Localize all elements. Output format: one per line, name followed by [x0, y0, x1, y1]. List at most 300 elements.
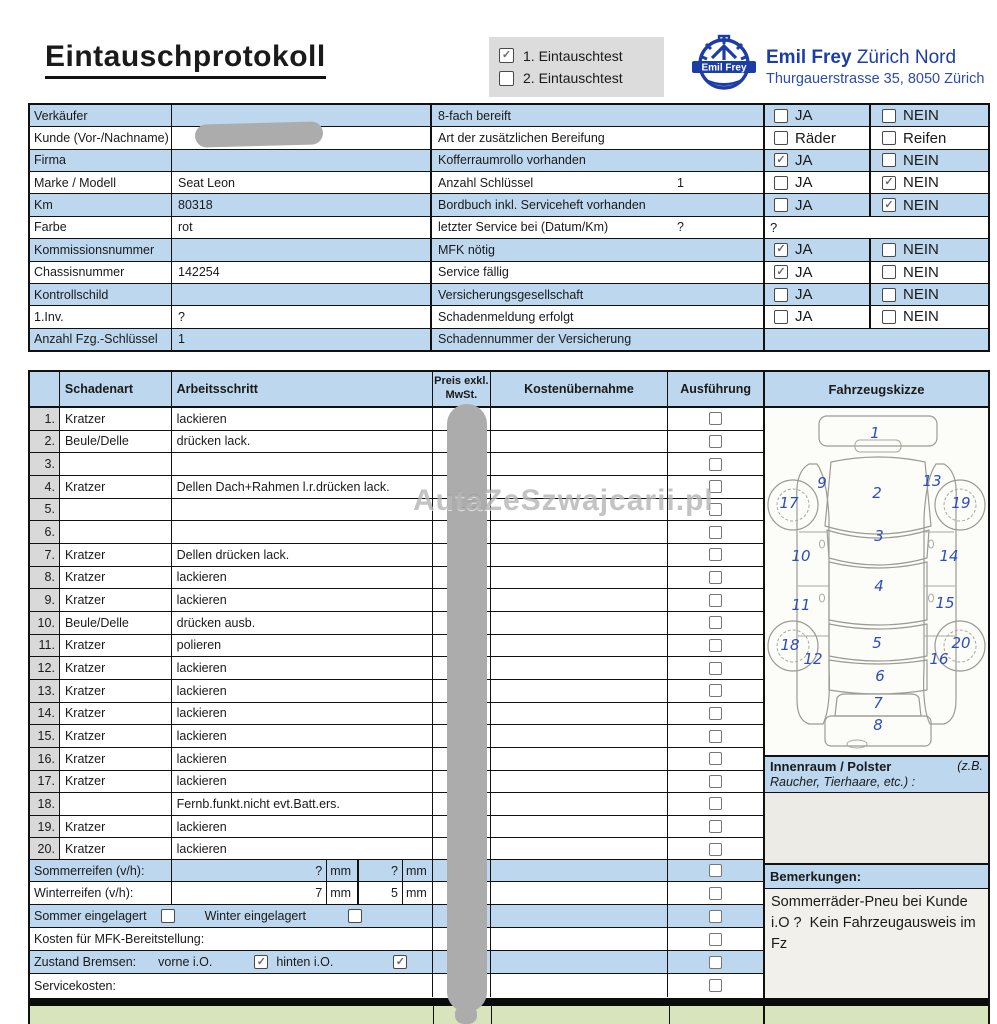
- damage-row: [30, 431, 763, 454]
- cost-cell: [491, 838, 669, 860]
- option-1: ✓ JA: [765, 262, 871, 283]
- row-number: 1.: [30, 408, 60, 430]
- summer-front-value: ?: [172, 860, 328, 881]
- execution-checkbox[interactable]: [709, 979, 722, 992]
- damage-type: Kratzer: [60, 771, 172, 793]
- damage-type: Kratzer: [60, 476, 172, 498]
- interior-notes-area: [765, 793, 988, 865]
- cost-cell: [491, 657, 669, 679]
- damage-row: [30, 544, 763, 567]
- execution-cell: [668, 431, 763, 453]
- execution-cell: [668, 635, 763, 657]
- row-number: 9.: [30, 589, 60, 611]
- execution-cell: [668, 793, 763, 815]
- cost-cell: [491, 771, 669, 793]
- summer-tires-label: Sommerreifen (v/h):: [30, 860, 172, 881]
- damage-row: [30, 703, 763, 726]
- sketch-zone-numbers: [779, 424, 970, 734]
- cost-cell: [491, 680, 669, 702]
- checkbox[interactable]: [774, 288, 788, 302]
- summer-rear-value: ?: [359, 860, 403, 881]
- winter-stored-checkbox[interactable]: [348, 909, 362, 923]
- remarks-text: Sommerräder-Pneu bei Kunde i.O ? Kein Fahrzeugausweis im Fz: [765, 889, 988, 998]
- field-value: [172, 239, 432, 260]
- option-2: NEIN: [871, 262, 988, 283]
- execution-checkbox[interactable]: [709, 820, 722, 833]
- work-step: [172, 453, 433, 475]
- work-step: lackieren: [172, 816, 433, 838]
- field-label: Verkäufer: [30, 105, 172, 126]
- summer-tires-row: [30, 859, 763, 882]
- right-span-cell: ?: [770, 219, 778, 235]
- vehicle-info-table: [28, 103, 990, 352]
- execution-cell: [668, 771, 763, 793]
- work-step: polieren: [172, 635, 433, 657]
- brakes-rear-label: hinten i.O.: [276, 955, 334, 969]
- checkbox[interactable]: [882, 310, 896, 324]
- info-row: [30, 194, 988, 216]
- sketch-number: 6: [875, 667, 885, 685]
- damage-table: [28, 370, 990, 1024]
- sketch-number: 4: [874, 577, 884, 595]
- execution-checkbox[interactable]: [709, 458, 722, 471]
- sketch-number: 19: [951, 494, 971, 512]
- info-row: [30, 127, 988, 149]
- damage-type: Beule/Delle: [60, 612, 172, 634]
- option-1: ✓ JA: [765, 150, 871, 171]
- row-number: 20.: [30, 838, 60, 860]
- row-number: 8.: [30, 567, 60, 589]
- header-ausfuehrung: Ausführung: [680, 382, 752, 396]
- damage-type: Kratzer: [60, 589, 172, 611]
- emil-frey-logo-icon: [686, 34, 762, 99]
- work-step: lackieren: [172, 771, 433, 793]
- checkbox[interactable]: [774, 153, 788, 167]
- info-row: [30, 105, 988, 127]
- execution-checkbox[interactable]: [709, 662, 722, 675]
- execution-checkbox[interactable]: [709, 910, 722, 923]
- checkbox[interactable]: [882, 153, 896, 167]
- row-number: 19.: [30, 816, 60, 838]
- execution-checkbox[interactable]: [709, 775, 722, 788]
- damage-type: [60, 793, 172, 815]
- damage-row: [30, 635, 763, 658]
- field-label: Km: [30, 194, 172, 215]
- option-2: NEIN: [871, 284, 988, 305]
- field-label: Marke / Modell: [30, 172, 172, 193]
- damage-type: Kratzer: [60, 816, 172, 838]
- test-label: 2. Eintauschtest: [523, 70, 623, 87]
- info-row: [30, 172, 988, 194]
- field-label: Chassisnummer: [30, 262, 172, 283]
- work-step: [172, 521, 433, 543]
- damage-type: Kratzer: [60, 635, 172, 657]
- damage-type: Kratzer: [60, 748, 172, 770]
- work-step: lackieren: [172, 567, 433, 589]
- header-kostenuebernahme: Kostenübernahme: [491, 372, 669, 406]
- damage-table-header: [30, 372, 763, 408]
- damage-row: [30, 408, 763, 431]
- row-number: 17.: [30, 771, 60, 793]
- brakes-front-checkbox[interactable]: [254, 955, 268, 969]
- option-2: NEIN: [871, 306, 988, 327]
- brakes-front-label: vorne i.O.: [158, 955, 213, 969]
- test-checkbox[interactable]: [499, 71, 514, 86]
- field-value: 1: [172, 329, 432, 350]
- cost-cell: [491, 612, 669, 634]
- damage-type: Kratzer: [60, 544, 172, 566]
- company-address: Thurgauerstrasse 35, 8050 Zürich: [766, 70, 985, 87]
- service-costs-row: [30, 974, 763, 997]
- execution-checkbox[interactable]: [709, 594, 722, 607]
- sketch-number: 15: [935, 594, 955, 612]
- damage-type: Kratzer: [60, 408, 172, 430]
- execution-checkbox[interactable]: [709, 707, 722, 720]
- sketch-number: 7: [873, 694, 883, 712]
- option-2: ✓ NEIN: [871, 194, 988, 215]
- tire-storage-row: [30, 905, 763, 928]
- condition-label: MFK nötig: [432, 239, 765, 260]
- work-step: lackieren: [172, 680, 433, 702]
- field-value: rot: [172, 217, 432, 238]
- winter-stored-label: Winter eingelagert: [204, 909, 307, 923]
- damage-row: [30, 657, 763, 680]
- damage-type: Kratzer: [60, 680, 172, 702]
- condition-label: Art der zusätzlichen Bereifung: [432, 127, 765, 148]
- cost-cell: [491, 408, 669, 430]
- winter-tires-label: Winterreifen (v/h):: [30, 882, 172, 904]
- damage-rows: [30, 408, 763, 860]
- condition-label: Schadennummer der Versicherung: [432, 329, 765, 350]
- execution-cell: [668, 680, 763, 702]
- condition-label: Kofferraumrollo vorhanden: [432, 150, 765, 171]
- field-label: Firma: [30, 150, 172, 171]
- vehicle-sketch: [765, 408, 988, 757]
- row-number: 10.: [30, 612, 60, 634]
- winter-front-value: 7: [172, 882, 328, 904]
- execution-checkbox[interactable]: [709, 684, 722, 697]
- sketch-number: 9: [817, 474, 827, 492]
- field-value: 142254: [172, 262, 432, 283]
- execution-checkbox[interactable]: [709, 412, 722, 425]
- field-value: ?: [172, 306, 432, 327]
- field-label: Kunde (Vor-/Nachname): [30, 127, 172, 148]
- customer-name-redaction: [195, 121, 324, 147]
- damage-type: Kratzer: [60, 725, 172, 747]
- info-row: [30, 284, 988, 306]
- execution-checkbox[interactable]: [709, 956, 722, 969]
- field-label: Anzahl Fzg.-Schlüssel: [30, 329, 172, 350]
- row-number: 5.: [30, 499, 60, 521]
- row-number: 4.: [30, 476, 60, 498]
- unit-mm: mm: [403, 882, 433, 904]
- execution-checkbox[interactable]: [709, 548, 722, 561]
- work-step: Fernb.funkt.nicht evt.Batt.ers.: [172, 793, 433, 815]
- condition-label: Service fällig: [432, 262, 765, 283]
- test-checkbox-row: [499, 70, 654, 86]
- damage-row: [30, 567, 763, 590]
- damage-type: Kratzer: [60, 657, 172, 679]
- work-step: lackieren: [172, 703, 433, 725]
- execution-checkbox[interactable]: [709, 797, 722, 810]
- option-1: JA: [765, 105, 871, 126]
- condition-label: letzter Service bei (Datum/Km) ?: [432, 217, 765, 238]
- field-label: 1.Inv.: [30, 306, 172, 327]
- checkbox[interactable]: [882, 265, 896, 279]
- totals-row: [30, 1006, 988, 1024]
- info-row: [30, 239, 988, 261]
- unit-mm: mm: [403, 860, 433, 881]
- work-step: [172, 499, 433, 521]
- damage-table-left: [30, 372, 765, 998]
- checkbox[interactable]: [774, 265, 788, 279]
- execution-checkbox[interactable]: [709, 933, 722, 946]
- damage-row: [30, 680, 763, 703]
- option-1: Räder: [765, 127, 871, 148]
- sketch-number: 10: [791, 547, 811, 565]
- field-label: Kontrollschild: [30, 284, 172, 305]
- field-value: 80318: [172, 194, 432, 215]
- cost-cell: [491, 567, 669, 589]
- damage-type: Kratzer: [60, 567, 172, 589]
- svg-text:Emil Frey: Emil Frey: [701, 62, 747, 74]
- unit-mm: mm: [327, 882, 359, 904]
- cost-cell: [491, 748, 669, 770]
- left-side-shape: [797, 464, 830, 724]
- execution-cell: [668, 589, 763, 611]
- info-row: [30, 150, 988, 172]
- test-checkbox-row: [499, 48, 654, 64]
- condition-label: Schadenmeldung erfolgt: [432, 306, 765, 327]
- checkbox[interactable]: [882, 198, 896, 212]
- execution-checkbox[interactable]: [709, 616, 722, 629]
- option-2: NEIN: [871, 105, 988, 126]
- damage-row: [30, 816, 763, 839]
- cost-cell: [491, 521, 669, 543]
- cost-cell: [491, 703, 669, 725]
- work-step: Dellen Dach+Rahmen l.r.drücken lack.: [172, 476, 433, 498]
- damage-row: [30, 748, 763, 771]
- condition-label: 8-fach bereift: [432, 105, 765, 126]
- sketch-title: Fahrzeugskizze: [765, 372, 988, 408]
- damage-row: [30, 589, 763, 612]
- execution-checkbox[interactable]: [709, 864, 722, 877]
- option-1: JA: [765, 306, 871, 327]
- execution-cell: [668, 408, 763, 430]
- cost-cell: [491, 635, 669, 657]
- checkbox[interactable]: [882, 109, 896, 123]
- info-row: [30, 306, 988, 328]
- execution-cell: [668, 567, 763, 589]
- work-step: Dellen drücken lack.: [172, 544, 433, 566]
- option-2: NEIN: [871, 150, 988, 171]
- execution-cell: [668, 725, 763, 747]
- damage-row: [30, 725, 763, 748]
- summer-stored-checkbox[interactable]: [161, 909, 175, 923]
- row-number: 3.: [30, 453, 60, 475]
- execution-cell: [668, 544, 763, 566]
- checkbox[interactable]: [882, 176, 896, 190]
- cost-cell: [491, 453, 669, 475]
- test-checkbox[interactable]: [499, 48, 514, 63]
- option-1: JA: [765, 172, 871, 193]
- field-value: Seat Leon: [172, 172, 432, 193]
- damage-row: [30, 793, 763, 816]
- damage-type: [60, 521, 172, 543]
- damage-type: Kratzer: [60, 838, 172, 860]
- damage-type: Beule/Delle: [60, 431, 172, 453]
- unit-mm: mm: [327, 860, 359, 881]
- work-step: lackieren: [172, 589, 433, 611]
- sketch-number: 11: [791, 596, 811, 614]
- field-value: [172, 150, 432, 171]
- checkbox[interactable]: [774, 131, 788, 145]
- sketch-number: 16: [929, 650, 949, 668]
- condition-label: Anzahl Schlüssel 1: [432, 172, 765, 193]
- execution-cell: [668, 521, 763, 543]
- row-number: 7.: [30, 544, 60, 566]
- work-step: lackieren: [172, 838, 433, 860]
- execution-cell: [668, 453, 763, 475]
- work-step: lackieren: [172, 725, 433, 747]
- sketch-number: 2: [872, 484, 882, 502]
- info-row: [30, 262, 988, 284]
- company-name: Emil Frey Zürich Nord: [766, 47, 957, 68]
- execution-checkbox[interactable]: [709, 639, 722, 652]
- row-number: 11.: [30, 635, 60, 657]
- sketch-number: 12: [803, 650, 823, 668]
- checkbox[interactable]: [882, 131, 896, 145]
- section-divider-bar: [30, 998, 988, 1006]
- summer-stored-label: Sommer eingelagert: [34, 909, 147, 923]
- cost-cell: [491, 725, 669, 747]
- company-block: [766, 46, 984, 88]
- execution-cell: [668, 748, 763, 770]
- work-step: lackieren: [172, 408, 433, 430]
- winter-tires-row: [30, 882, 763, 905]
- execution-cell: [668, 816, 763, 838]
- sketch-number: 1: [870, 424, 880, 442]
- mfk-costs-row: [30, 928, 763, 951]
- sketch-number: 18: [780, 636, 800, 654]
- damage-type: [60, 499, 172, 521]
- cost-cell: [491, 816, 669, 838]
- header-number: [30, 372, 60, 406]
- checkbox[interactable]: [774, 310, 788, 324]
- damage-type: [60, 453, 172, 475]
- sketch-number: 17: [779, 494, 799, 512]
- execution-checkbox[interactable]: [709, 887, 722, 900]
- damage-row: [30, 612, 763, 635]
- work-step: lackieren: [172, 657, 433, 679]
- cost-cell: [491, 793, 669, 815]
- brakes-rear-checkbox[interactable]: [393, 955, 407, 969]
- work-step: drücken ausb.: [172, 612, 433, 634]
- price-column-redaction: [455, 1004, 477, 1024]
- remarks-header: Bemerkungen:: [765, 865, 988, 889]
- condition-label: Bordbuch inkl. Serviceheft vorhanden: [432, 194, 765, 215]
- execution-checkbox[interactable]: [709, 435, 722, 448]
- execution-checkbox[interactable]: [709, 843, 722, 856]
- brakes-row: [30, 951, 763, 974]
- sketch-number: 5: [872, 634, 882, 652]
- sketch-number: 14: [939, 547, 959, 565]
- checkbox[interactable]: [774, 198, 788, 212]
- damage-row: [30, 771, 763, 794]
- page-title: Eintauschprotokoll: [45, 40, 326, 79]
- header-preis: Preis exkl. MwSt.: [433, 372, 491, 406]
- option-1: ✓ JA: [765, 239, 871, 260]
- checkbox[interactable]: [774, 109, 788, 123]
- field-label: Kommissionsnummer: [30, 239, 172, 260]
- execution-checkbox[interactable]: [709, 571, 722, 584]
- condition-label: Versicherungsgesellschaft: [432, 284, 765, 305]
- info-row: [30, 217, 988, 239]
- row-number: 14.: [30, 703, 60, 725]
- row-number: 15.: [30, 725, 60, 747]
- work-step: lackieren: [172, 748, 433, 770]
- sketch-number: 3: [874, 527, 884, 545]
- cost-cell: [491, 544, 669, 566]
- row-number: 12.: [30, 657, 60, 679]
- execution-cell: [668, 703, 763, 725]
- watermark: AutaZeSzwajcarii.pl: [413, 484, 714, 517]
- info-row: [30, 329, 988, 350]
- damage-row: [30, 838, 763, 860]
- field-label: Farbe: [30, 217, 172, 238]
- checkbox[interactable]: [774, 176, 788, 190]
- cost-cell: [491, 431, 669, 453]
- test-selector-box: [489, 37, 664, 97]
- row-number: 13.: [30, 680, 60, 702]
- right-span-cell: [765, 329, 988, 350]
- sketch-number: 13: [922, 472, 942, 490]
- checkbox[interactable]: [882, 243, 896, 257]
- test-label: 1. Eintauschtest: [523, 47, 623, 64]
- mfk-costs-label: Kosten für MFK-Bereitstellung:: [30, 928, 433, 950]
- execution-checkbox[interactable]: [709, 752, 722, 765]
- option-1: JA: [765, 284, 871, 305]
- brakes-label: Zustand Bremsen:: [34, 955, 137, 969]
- row-number: 18.: [30, 793, 60, 815]
- execution-checkbox[interactable]: [709, 730, 722, 743]
- execution-cell: [668, 838, 763, 860]
- row-number: 16.: [30, 748, 60, 770]
- field-value: [172, 284, 432, 305]
- header-schadenart: Schadenart: [60, 372, 172, 406]
- option-2: Reifen: [871, 127, 988, 148]
- damage-row: [30, 521, 763, 544]
- interior-header: Innenraum / Polster (z.B. Raucher, Tierhaare, etc.) :: [765, 757, 988, 793]
- sketch-panel: [765, 372, 988, 998]
- winter-rear-value: 5: [359, 882, 403, 904]
- damage-row: [30, 453, 763, 476]
- option-2: ✓ NEIN: [871, 172, 988, 193]
- execution-cell: [668, 612, 763, 634]
- execution-checkbox[interactable]: [709, 526, 722, 539]
- checkbox[interactable]: [774, 243, 788, 257]
- row-number: 2.: [30, 431, 60, 453]
- cost-cell: [491, 589, 669, 611]
- option-2: NEIN: [871, 239, 988, 260]
- header-arbeitsschritt: Arbeitsschritt: [172, 372, 433, 406]
- execution-cell: [668, 657, 763, 679]
- service-costs-label: Servicekosten:: [30, 974, 433, 997]
- checkbox[interactable]: [882, 288, 896, 302]
- sketch-number: 20: [951, 634, 971, 652]
- sketch-number: 8: [873, 716, 883, 734]
- option-1: JA: [765, 194, 871, 215]
